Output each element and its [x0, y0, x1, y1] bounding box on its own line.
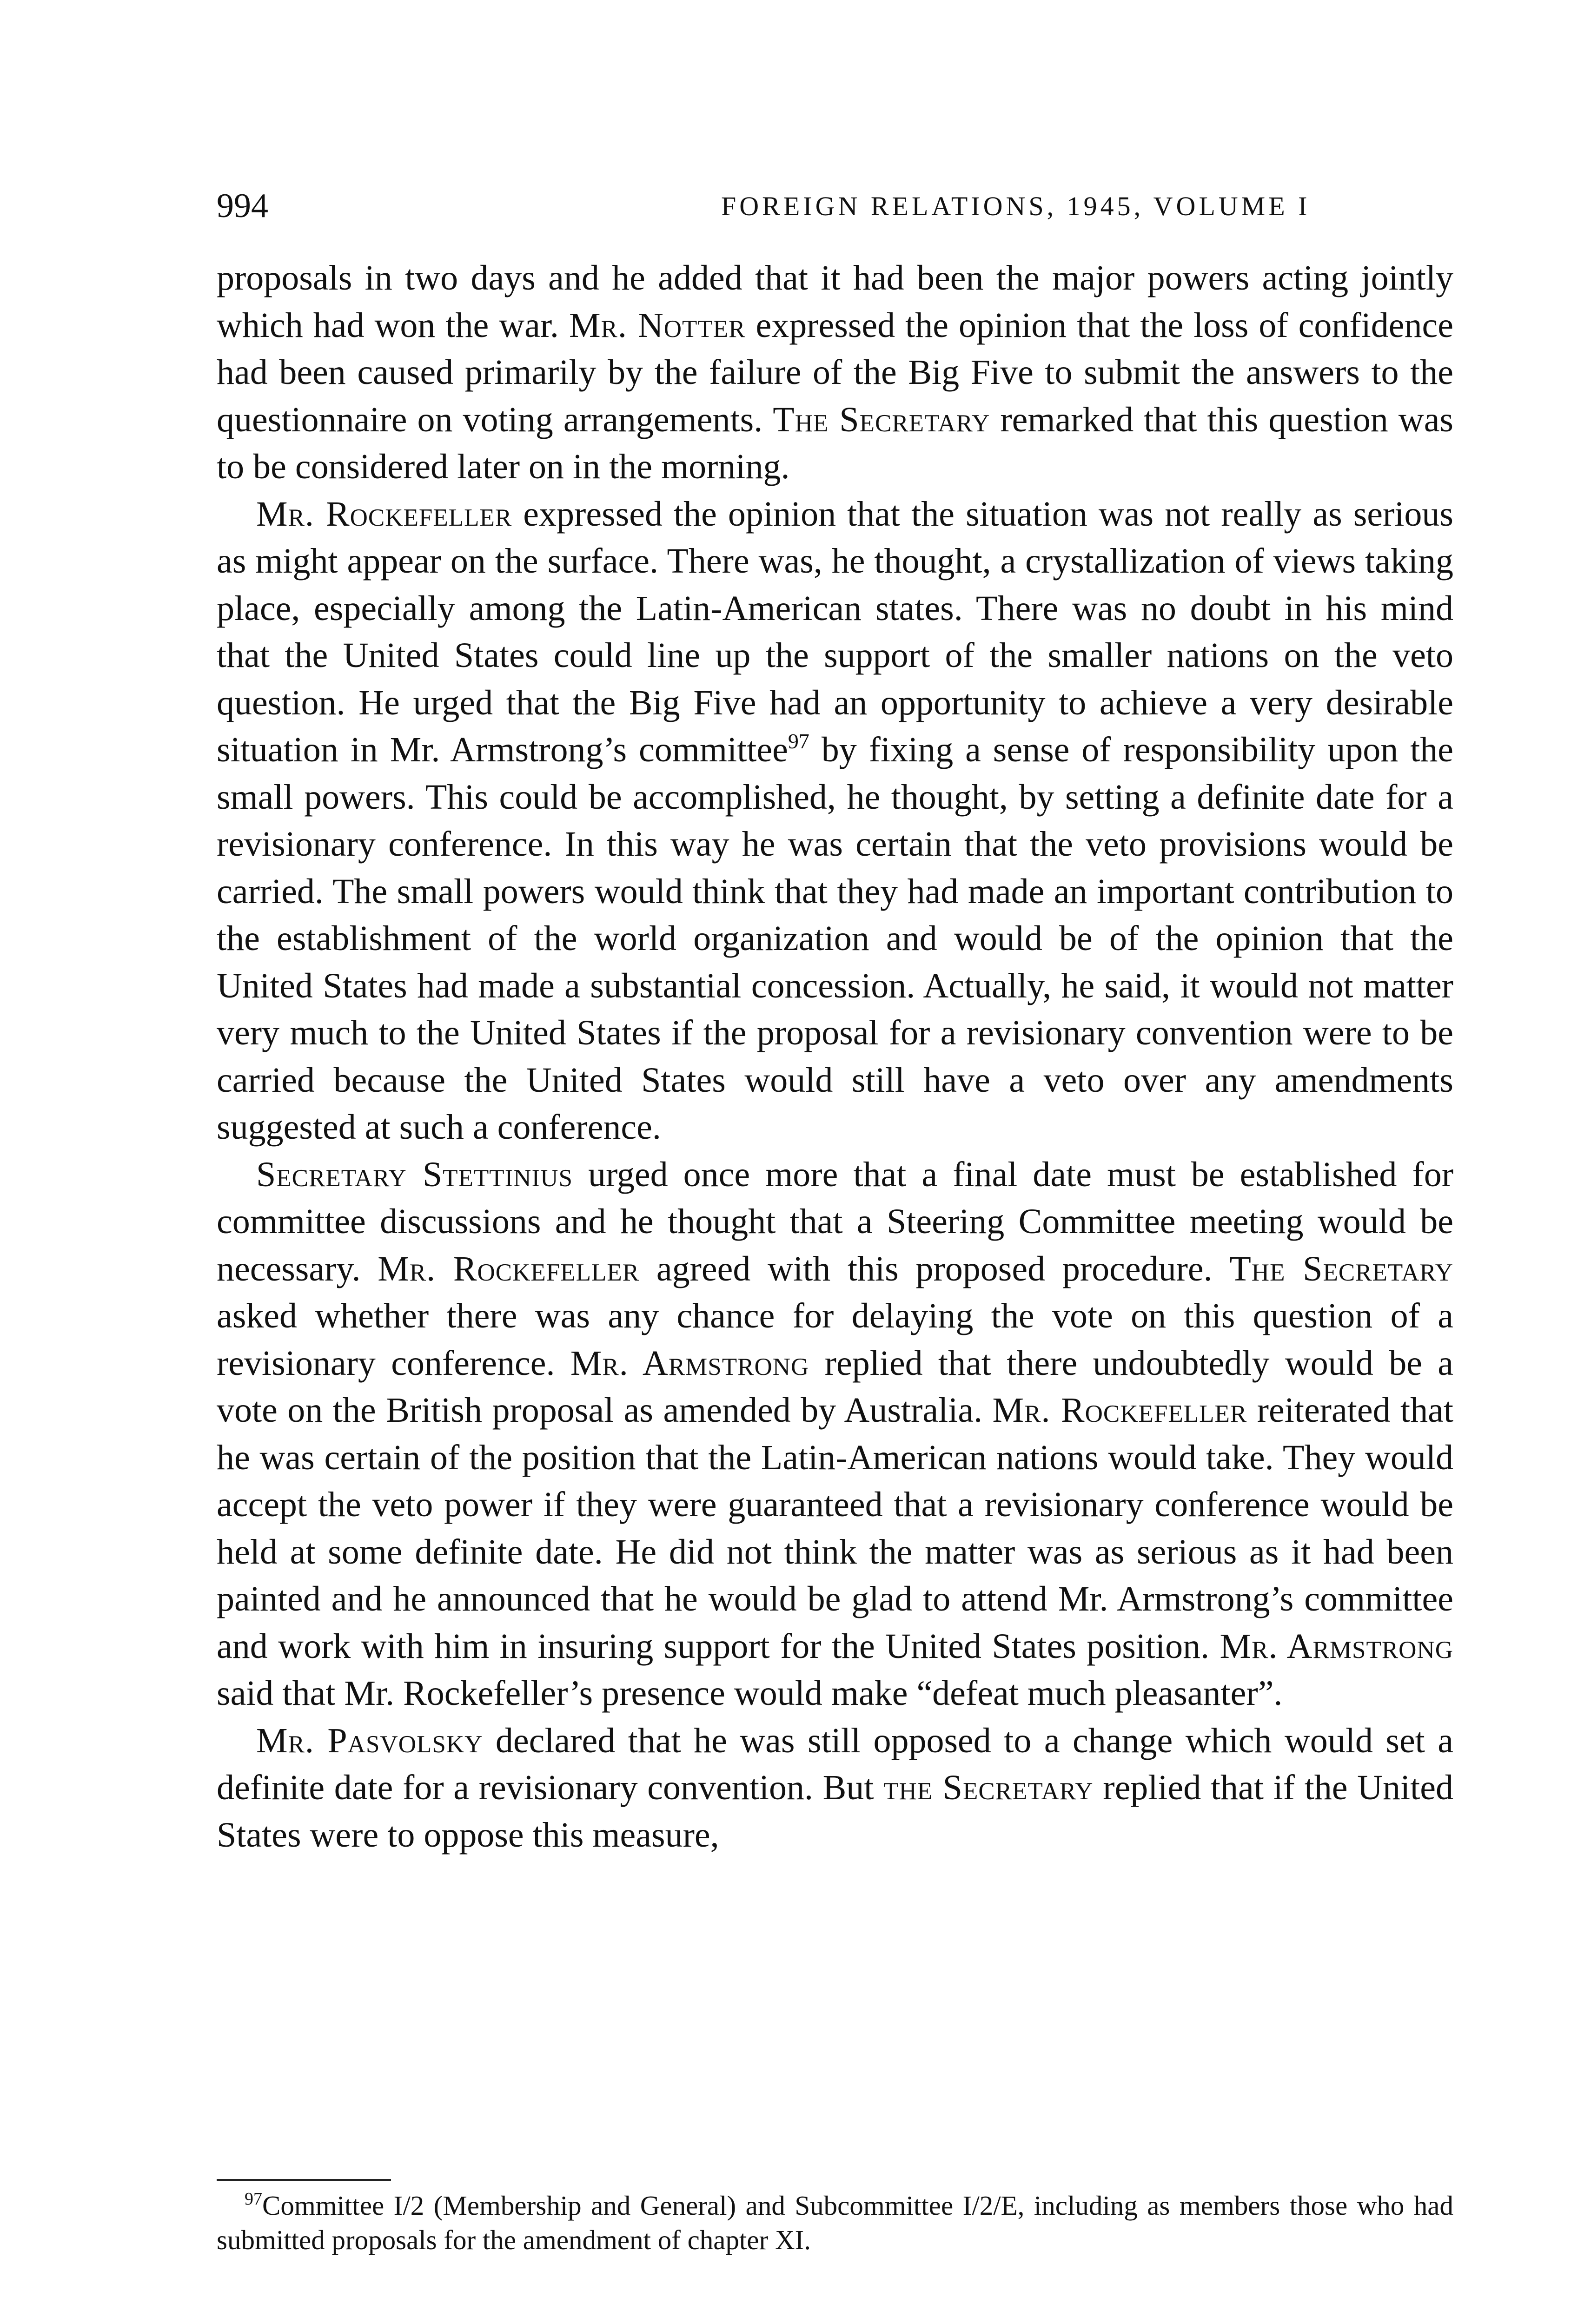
speaker-name: Mr. Notter [569, 305, 746, 345]
speaker-name: Mr. Rockefeller [992, 1391, 1247, 1430]
footnote-mark: 97 [245, 2189, 262, 2209]
page-number: 994 [217, 187, 268, 225]
paragraph-4: Mr. Pasvolsky declared that he was still opposed to a change which would set a definite date for a revisionary convention. But the Secretary replied that if the United States were to oppose this measure, [217, 1721, 1453, 1855]
speaker-name: Mr. Armstrong [570, 1343, 809, 1383]
speaker-name: Mr. Armstrong [1220, 1626, 1453, 1666]
body-text [217, 255, 1453, 1859]
speaker-name: Mr. Rockefeller [378, 1249, 640, 1288]
footnote-reference[interactable]: 97 [788, 729, 809, 753]
footnote-97 [217, 2188, 1453, 2257]
footnotes [217, 2188, 1453, 2257]
speaker-name: The Secretary [1229, 1249, 1453, 1288]
speaker-name: Mr. Rockefeller [256, 494, 512, 534]
paragraph-1: proposals in two days and he added that it had been the major powers acting jointly which had won the war. Mr. Notter expressed the opinion that the loss of confidence had been caused primarily by the failure of the Big Five to submit the answers to the questionnaire on voting arrangements. The Secretary remarked that this question was to be considered later on in the morning. [217, 258, 1454, 486]
speaker-name: The Secretary [773, 400, 990, 439]
speaker-name: Mr. Pasvolsky [256, 1721, 483, 1760]
paragraph-3: Secretary Stettinius urged once more that a final date must be established for committee discussions and he thought that a Steering Committee meeting would be necessary. Mr. Rockefeller agreed with this proposed procedure. The Secretary asked whether there was any chance for delaying the vote on this question of a revisionary conference. Mr. Armstrong replied that there undoubtedly would be a vote on the British proposal as amended by Australia. Mr. Rockefeller reiterated that he was certain of the position that the Latin-American nations would take. They would accept the veto power if they were guaranteed that a revisionary conference would be held at some definite date. He did not think the matter was as serious as it had been painted and he announced that he would be glad to attend Mr. Armstrong’s committee and work with him in insuring support for the United States position. Mr. Armstrong said that Mr. Rockefeller’s presence would make “defeat much pleasanter”. [217, 1155, 1454, 1713]
speaker-name: the Secretary [883, 1768, 1094, 1807]
page-header [217, 185, 1453, 227]
footnote-text: Committee I/2 (Membership and General) and Subcommittee I/2/E, including as members those who had submitted proposals for the amendment of chapter XI. [217, 2190, 1453, 2255]
footnote-divider [217, 2179, 391, 2181]
paragraph-2: Mr. Rockefeller expressed the opinion that the situation was not really as serious as might appear on the surface. There was, he thought, a crystallization of views taking place, especially among the Latin-American states. There was no doubt in his mind that the United States could line up the support of the smaller nations on the veto question. He urged that the Big Five had an opportunity to achieve a very desirable situation in Mr. Armstrong’s committee$^{97}$ by fixing a sense of responsibility upon the small powers. This could be accomplished, he thought, by setting a definite date for a revisionary conference. In this way he was certain that the veto provisions would be carried. The small powers would think that they had made an important contribution to the establishment of the world organization and would be of the opinion that the United States had made a substantial concession. Actually, he said, it would not matter very much to the United States if the proposal for a revisionary convention were to be carried because the United States would still have a veto over any amendments suggested at such a conference. [217, 494, 1453, 1147]
speaker-name: Secretary Stettinius [256, 1155, 573, 1194]
running-head: FOREIGN RELATIONS, 1945, VOLUME I [721, 191, 1311, 221]
